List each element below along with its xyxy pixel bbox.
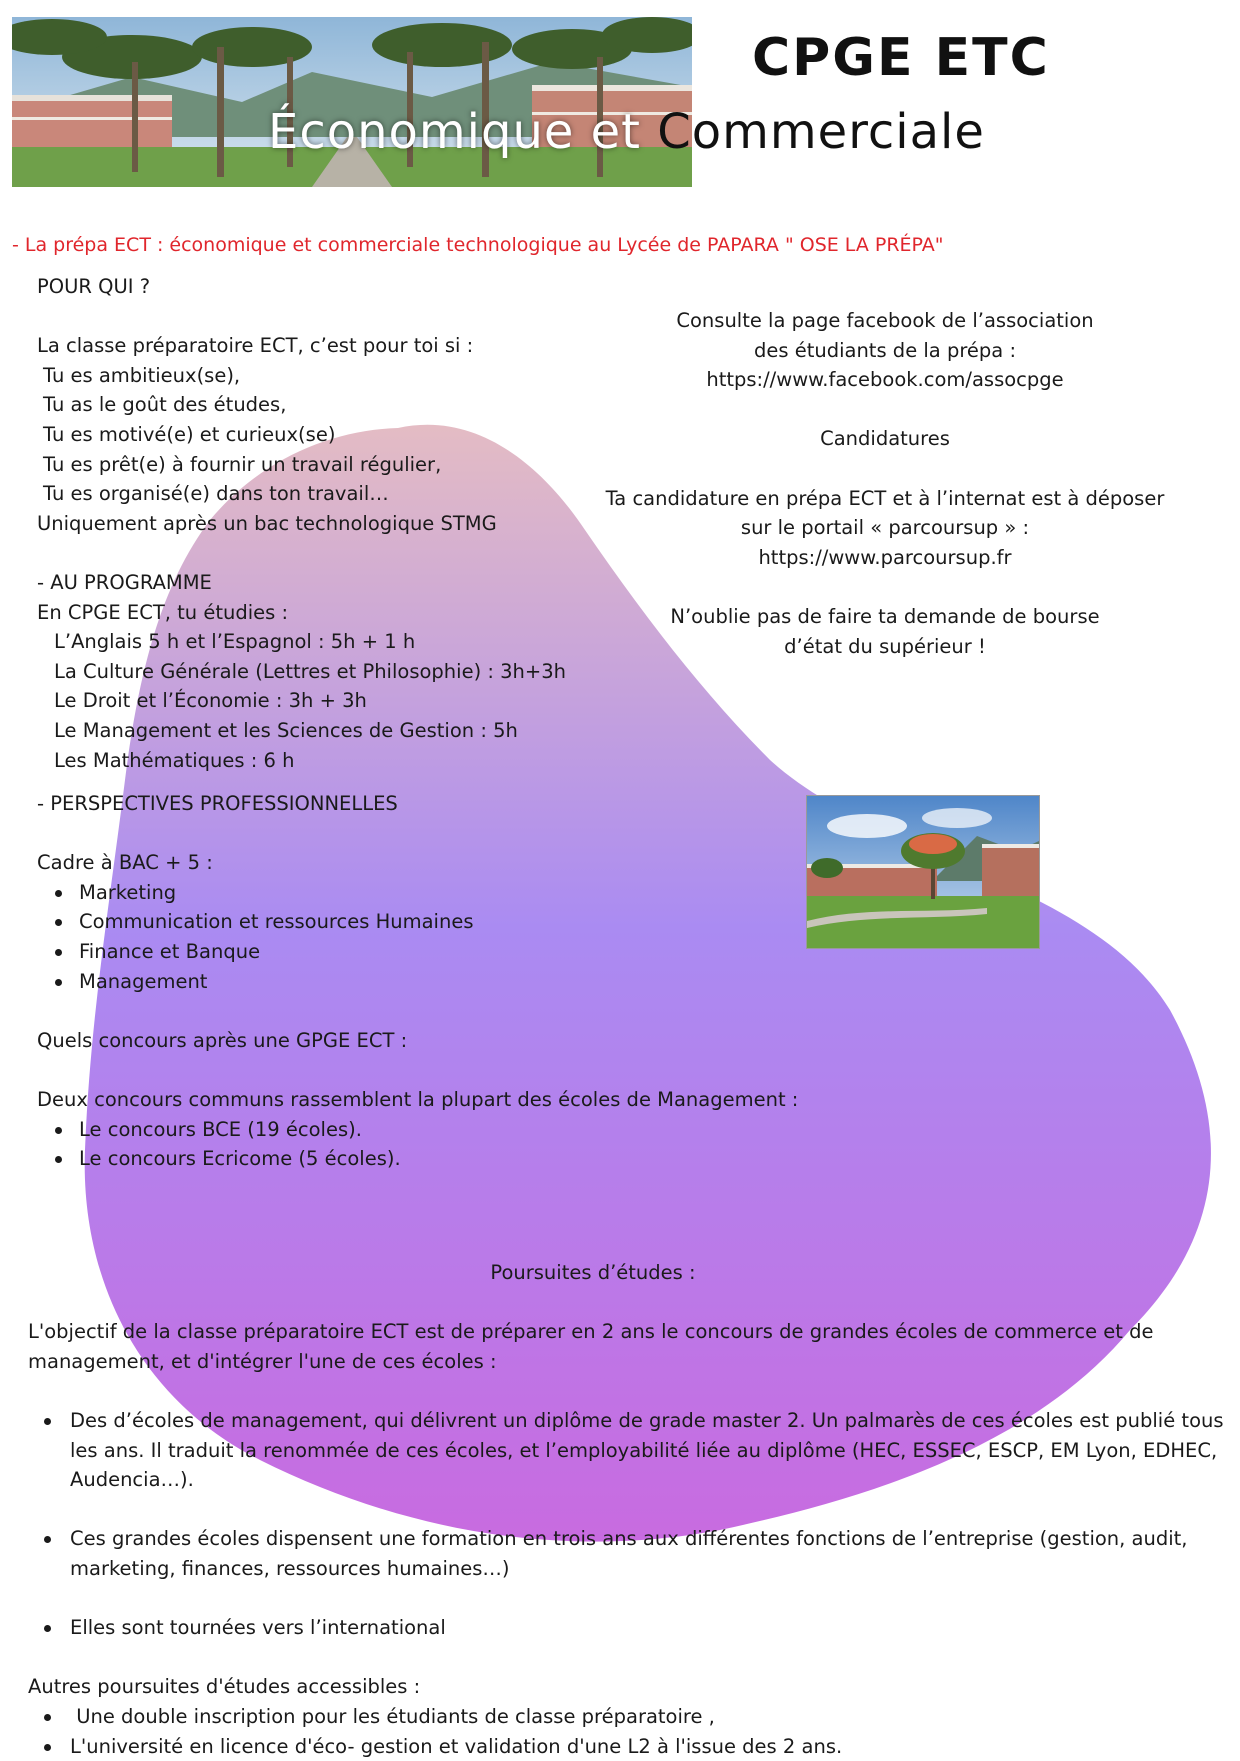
programme-item: La Culture Générale (Lettres et Philosophie) : 3h+3h	[37, 657, 798, 687]
pour-qui-intro: La classe préparatoire ECT, c’est pour toi si :	[37, 331, 798, 361]
page-title-line2	[268, 104, 985, 160]
perspectives-list	[37, 878, 798, 996]
concours-question: Quels concours après une GPGE ECT :	[37, 1026, 798, 1056]
facebook-link[interactable]: https://www.facebook.com/assocpge	[575, 365, 1195, 395]
bourse-text-line2: d’état du supérieur !	[575, 632, 1195, 662]
perspectives-item: Finance et Banque	[37, 937, 798, 967]
poursuites-heading	[28, 1258, 1228, 1288]
pour-qui-item: Tu es prêt(e) à fournir un travail régulier,	[37, 450, 798, 480]
title-part-economique: Économique et	[268, 104, 657, 160]
candidature-text-line1: Ta candidature en prépa ECT et à l’internat est à déposer	[575, 484, 1195, 514]
page-title-line1: CPGE ETC	[752, 28, 1050, 88]
parcoursup-link[interactable]: https://www.parcoursup.fr	[575, 543, 1195, 573]
perspectives-item: Communication et ressources Humaines	[37, 907, 798, 937]
poursuites-item: Ces grandes écoles dispensent une formation en trois ans aux différentes fonctions de l’entreprise (gestion, audit, marketing, finances, ressources humaines…)	[28, 1524, 1228, 1583]
campus-courtyard-photo	[806, 795, 1040, 949]
pour-qui-item: Tu es motivé(e) et curieux(se)	[37, 420, 798, 450]
tagline: - La prépa ECT : économique et commerciale technologique au Lycée de PAPARA " OSE LA PRÉPA"	[12, 234, 944, 256]
pour-qui-item: Tu es organisé(e) dans ton travail…	[37, 479, 798, 509]
candidatures-heading: Candidatures	[575, 424, 1195, 454]
bourse-text-line1: N’oublie pas de faire ta demande de bourse	[575, 602, 1195, 632]
concours-intro: Deux concours communs rassemblent la plupart des écoles de Management :	[37, 1085, 798, 1115]
poursuites-section	[28, 1258, 1228, 1761]
poursuites-objective: L'objectif de la classe préparatoire ECT est de préparer en 2 ans le concours de grandes écoles de commerce et de management, et d'intégrer l'une de ces écoles :	[28, 1317, 1228, 1376]
pour-qui-item: Tu es ambitieux(se),	[37, 361, 798, 391]
poursuites-list	[28, 1406, 1228, 1643]
poursuites-item: Elles sont tournées vers l’international	[28, 1613, 1228, 1643]
programme-item: Le Management et les Sciences de Gestion : 5h	[37, 716, 798, 746]
concours-item: Le concours BCE (19 écoles).	[37, 1115, 798, 1145]
perspectives-item: Marketing	[37, 878, 798, 908]
concours-item: Le concours Ecricome (5 écoles).	[37, 1144, 798, 1174]
title-part-commerciale: Commerciale	[657, 104, 985, 160]
programme-heading: - AU PROGRAMME	[37, 568, 798, 598]
autres-item: L'université en licence d'éco- gestion et validation d'une L2 à l'issue des 2 ans.	[28, 1732, 1228, 1761]
spacer	[28, 1495, 1228, 1525]
programme-item: Les Mathématiques : 6 h	[37, 746, 798, 776]
poursuites-heading-text: Poursuites d’études :	[490, 1261, 695, 1284]
perspectives-intro: Cadre à BAC + 5 :	[37, 848, 798, 878]
autres-list	[28, 1702, 1228, 1761]
pour-qui-condition: Uniquement après un bac technologique STMG	[37, 509, 798, 539]
programme-intro: En CPGE ECT, tu étudies :	[37, 598, 798, 628]
programme-item: Le Droit et l’Économie : 3h + 3h	[37, 686, 798, 716]
perspectives-item: Management	[37, 967, 798, 997]
autres-item: Une double inscription pour les étudiants de classe préparatoire ,	[28, 1702, 1228, 1732]
autres-heading: Autres poursuites d'études accessibles :	[28, 1672, 1228, 1702]
pour-qui-heading: POUR QUI ?	[37, 272, 798, 302]
right-column	[575, 306, 1195, 661]
facebook-text-line1: Consulte la page facebook de l’association	[575, 306, 1195, 336]
programme-item: L’Anglais 5 h et l’Espagnol : 5h + 1 h	[37, 627, 798, 657]
poursuites-item: Des d’écoles de management, qui délivrent un diplôme de grade master 2. Un palmarès de ces écoles est publié tous les ans. Il traduit la renommée de ces écoles, et l’employabilité liée au diplôme (HEC, ESSEC, ESCP, EM Lyon, EDHEC, Audencia…).	[28, 1406, 1228, 1495]
perspectives-heading: - PERSPECTIVES PROFESSIONNELLES	[37, 789, 798, 819]
pour-qui-item: Tu as le goût des études,	[37, 390, 798, 420]
facebook-text-line2: des étudiants de la prépa :	[575, 336, 1195, 366]
spacer	[28, 1584, 1228, 1614]
candidature-text-line2: sur le portail « parcoursup » :	[575, 513, 1195, 543]
campus-photo-banner	[12, 17, 692, 187]
concours-list	[37, 1115, 798, 1174]
